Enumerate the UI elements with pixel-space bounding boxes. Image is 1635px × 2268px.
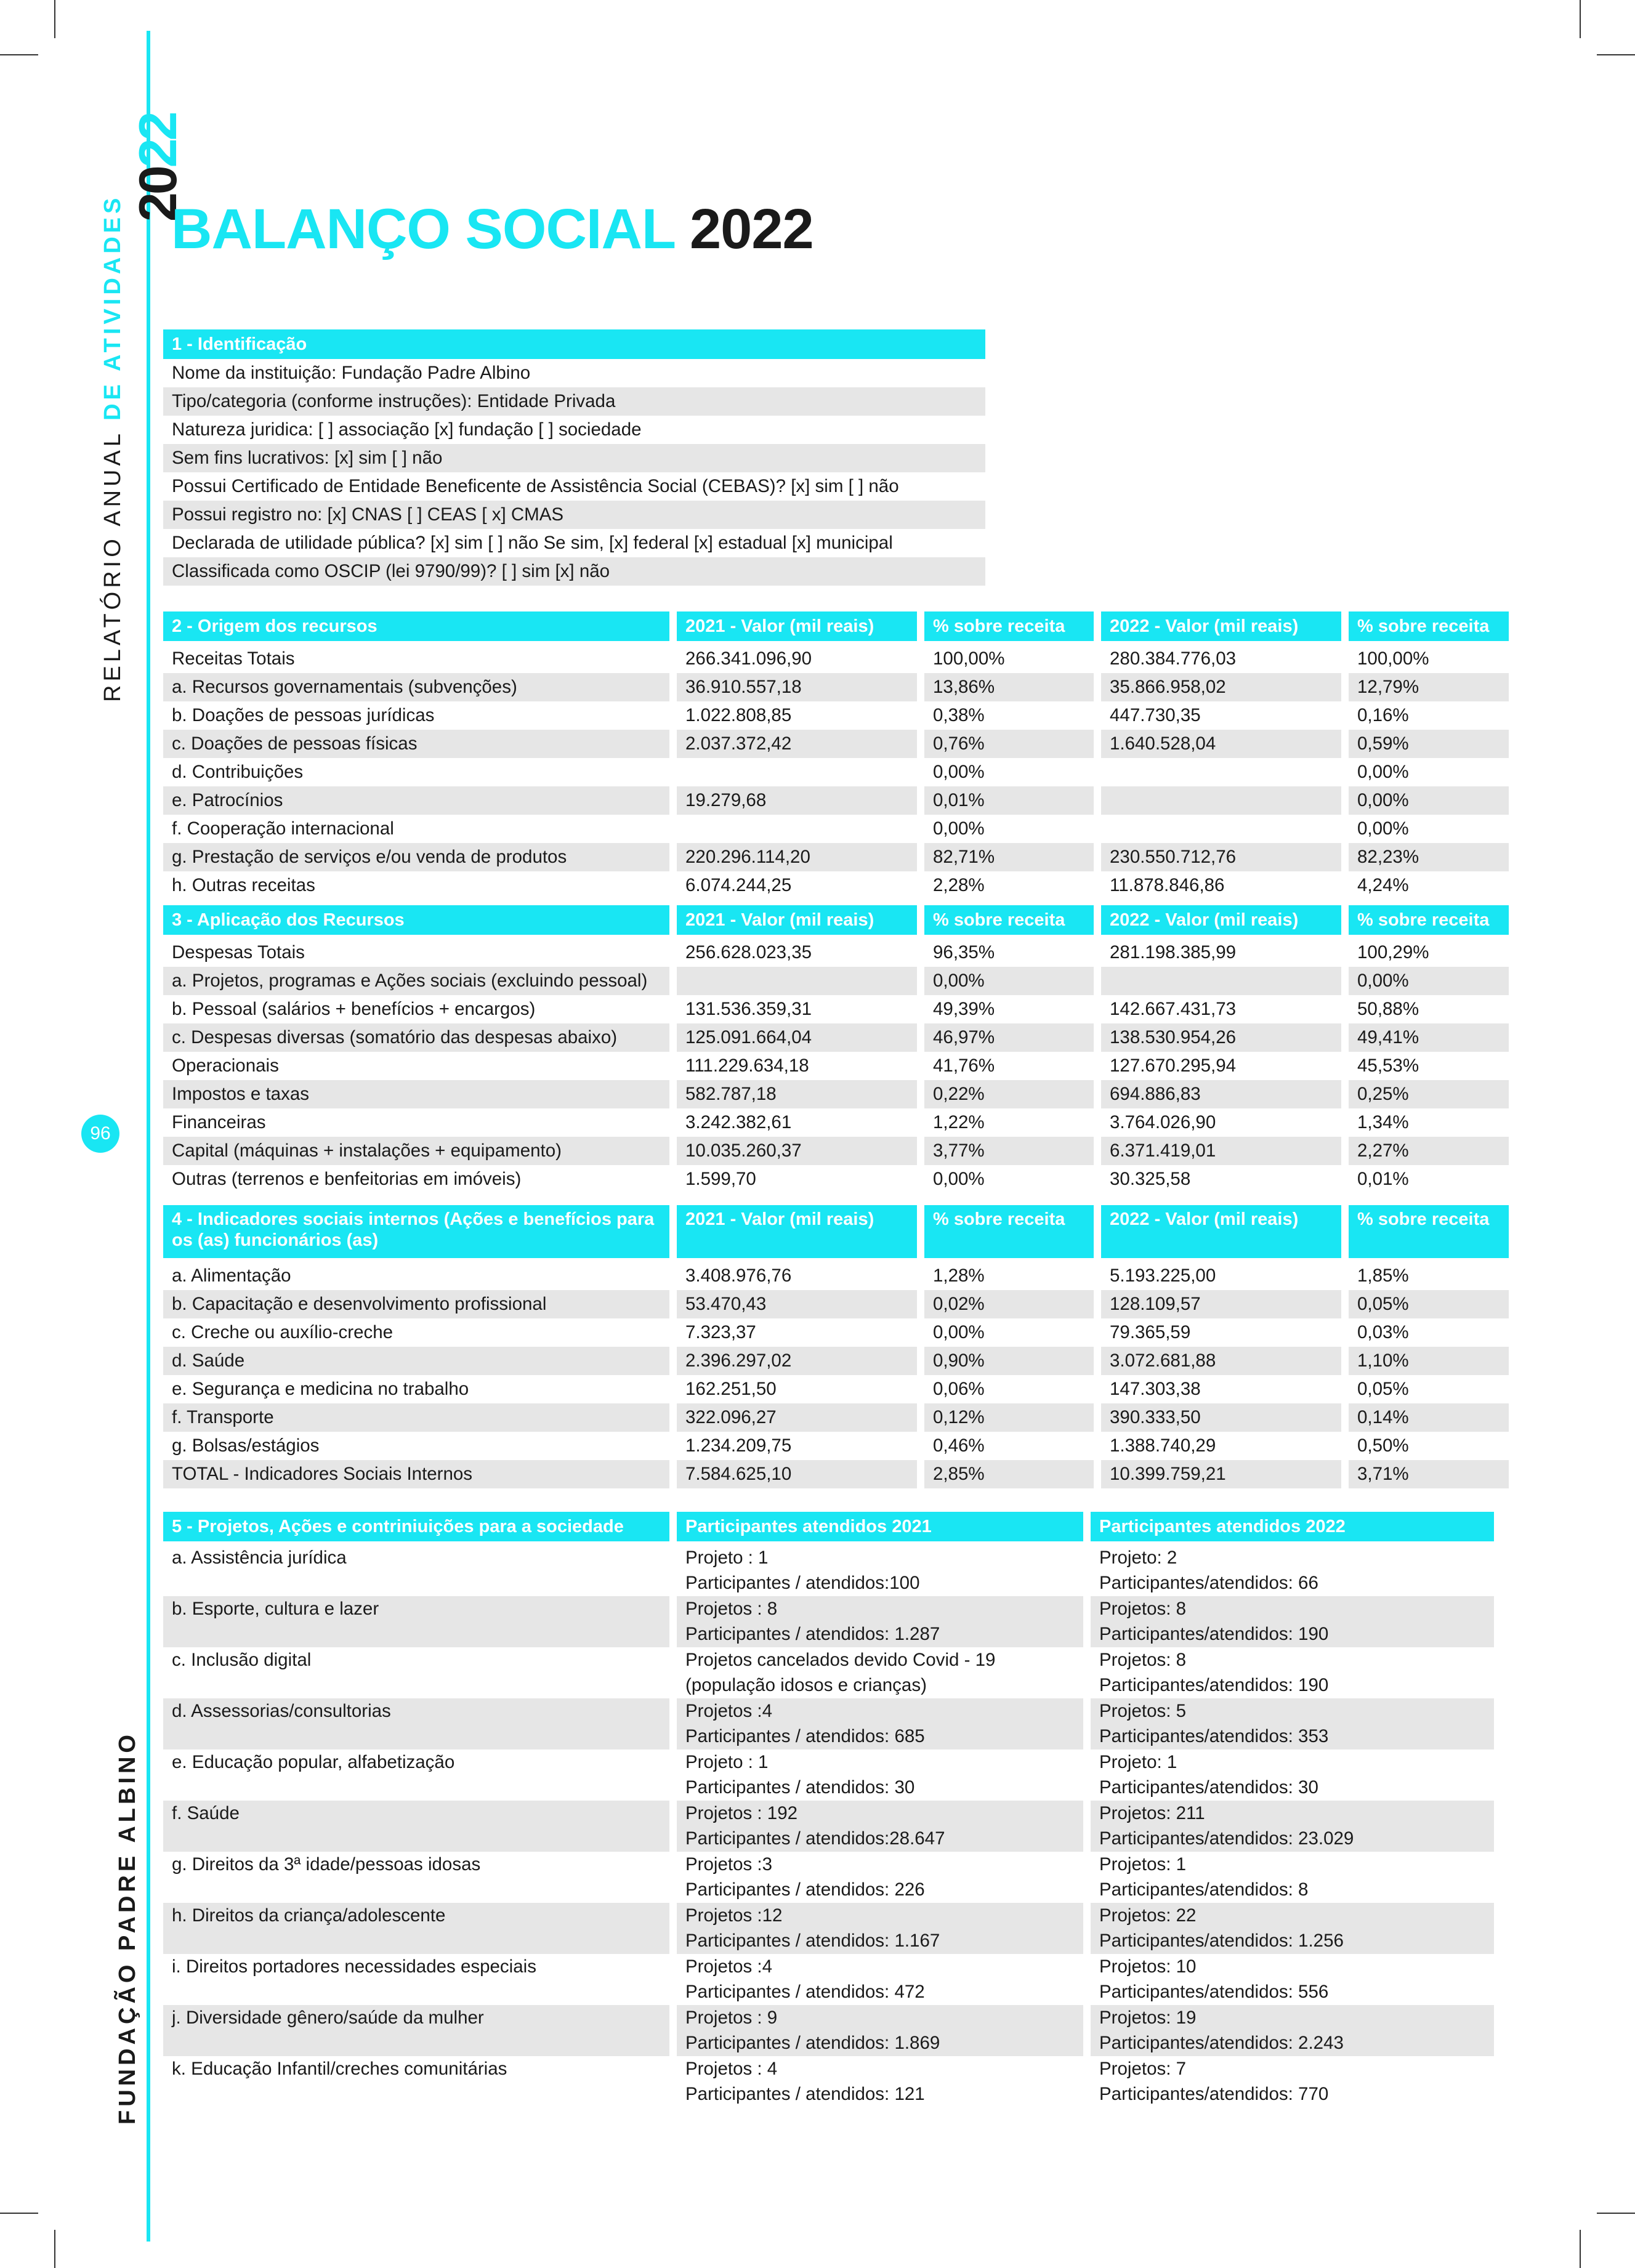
section-identificacao: [163, 329, 1490, 586]
cell-line: Projetos : 9: [685, 2008, 778, 2028]
table-cell: 390.333,50: [1101, 1403, 1341, 1432]
table-cell: 41,76%: [933, 1055, 995, 1076]
table-cell: [677, 758, 917, 786]
table-cell: e. Segurança e medicina no trabalho: [172, 1379, 469, 1399]
table-cell: 694.886,83: [1101, 1080, 1341, 1108]
table-row: [163, 1052, 1490, 1080]
table-cell: 0,38%: [933, 705, 985, 725]
table-cell: 0,50%: [1357, 1435, 1409, 1456]
column-header: % sobre receita: [924, 905, 1094, 935]
table-cell: 0,00%: [1357, 818, 1409, 839]
column-header: % sobre receita: [1349, 905, 1509, 935]
cell-line: Projetos: 10: [1099, 1956, 1197, 1977]
cell-line: Participantes / atendidos: 226: [685, 1879, 925, 1900]
table-cell: a. Projetos, programas e Ações sociais (excluindo pessoal): [163, 967, 669, 995]
table-cell: 0,03%: [1357, 1322, 1409, 1342]
table-cell: g. Bolsas/estágios: [172, 1435, 320, 1456]
table-row: [163, 1262, 1490, 1290]
table-cell: 36.910.557,18: [677, 673, 917, 701]
table-cell: 128.109,57: [1101, 1290, 1341, 1318]
table-cell: 13,86%: [924, 673, 1094, 701]
table-row: [163, 1801, 1490, 1852]
table-cell: 100,00%: [1357, 648, 1429, 669]
table-header: [163, 905, 1490, 935]
column-header: 2021 - Valor (mil reais): [677, 611, 917, 641]
table-cell: 6.371.419,01: [1101, 1137, 1341, 1165]
cell-line: Projetos: 211: [1099, 1803, 1205, 1823]
cell-line: Participantes / atendidos: 685: [685, 1726, 925, 1746]
cell-line: Participantes/atendidos: 353: [1099, 1726, 1329, 1746]
table-cell: 0,01%: [1357, 1169, 1409, 1189]
table-cell: [677, 1545, 1083, 1596]
table-cell: 96,35%: [933, 942, 995, 962]
table-cell: 220.296.114,20: [677, 843, 917, 871]
table-cell: 2,27%: [1349, 1137, 1509, 1165]
table-cell: 0,14%: [1349, 1403, 1509, 1432]
table-cell: 45,53%: [1357, 1055, 1419, 1076]
table-cell: 10.399.759,21: [1101, 1460, 1341, 1488]
table-row: [163, 645, 1490, 673]
cell-line: Participantes/atendidos: 556: [1099, 1982, 1329, 2002]
cell-line: Projetos :3: [685, 1854, 773, 1875]
table-cell: 1,85%: [1357, 1265, 1409, 1286]
crop-mark: [0, 54, 38, 55]
table-row: [163, 673, 1490, 701]
table-cell: [677, 1852, 1083, 1903]
table-cell: 0,90%: [924, 1347, 1094, 1375]
table-cell: [677, 1801, 1083, 1852]
table-cell: [677, 1647, 1083, 1698]
table-cell: 10.035.260,37: [677, 1137, 917, 1165]
table-row: [163, 2056, 1490, 2107]
table-cell: f. Transporte: [163, 1403, 669, 1432]
table-cell: 0,05%: [1349, 1290, 1509, 1318]
cell-line: Participantes / atendidos:100: [685, 1573, 920, 1593]
table-row: [163, 1647, 1490, 1698]
table-cell: [1091, 1801, 1494, 1852]
cell-line: (população idosos e crianças): [685, 1675, 927, 1695]
table-cell: [1101, 786, 1341, 815]
table-cell: 142.667.431,73: [1110, 999, 1237, 1019]
table-cell: 281.198.385,99: [1110, 942, 1237, 962]
crop-mark: [1597, 54, 1635, 55]
table-row: [163, 1545, 1490, 1596]
table-cell: 79.365,59: [1110, 1322, 1191, 1342]
table-row: [163, 701, 1490, 730]
crop-mark: [1580, 2230, 1581, 2268]
table-cell: 50,88%: [1357, 999, 1419, 1019]
table-row: [163, 1290, 1490, 1318]
table-cell: 0,12%: [924, 1403, 1094, 1432]
side-year: 2022: [129, 113, 188, 222]
table-cell: 111.229.634,18: [685, 1055, 809, 1076]
table-row: [163, 1108, 1490, 1137]
table-cell: 1.388.740,29: [1110, 1435, 1216, 1456]
table-row: [163, 843, 1490, 871]
table-cell: 7.323,37: [685, 1322, 756, 1342]
table-cell: [1091, 1903, 1494, 1954]
table-cell: 0,00%: [1349, 786, 1509, 815]
table-cell: k. Educação Infantil/creches comunitárias: [172, 2059, 507, 2079]
table-row: [163, 967, 1490, 995]
table-row: [163, 938, 1490, 967]
cell-line: Projeto : 1: [685, 1752, 769, 1772]
table-row: [163, 786, 1490, 815]
cell-line: Participantes / atendidos: 30: [685, 1777, 915, 1798]
column-header: 2 - Origem dos recursos: [163, 611, 669, 641]
cell-line: Projetos :4: [685, 1701, 773, 1721]
cell-line: Participantes / atendidos:28.647: [685, 1828, 945, 1849]
table-cell: 49,41%: [1349, 1023, 1509, 1052]
cell-line: Projetos: 22: [1099, 1905, 1197, 1926]
section-projetos: [163, 1512, 1490, 2107]
table-cell: d. Assessorias/consultorias: [163, 1698, 669, 1749]
column-header: 5 - Projetos, Ações e contriniuições para a sociedade: [163, 1512, 669, 1541]
table-cell: h. Outras receitas: [172, 875, 315, 895]
table-cell: 19.279,68: [677, 786, 917, 815]
table-cell: 447.730,35: [1110, 705, 1201, 725]
ident-row: Natureza juridica: [ ] associação [x] fundação [ ] sociedade: [172, 419, 642, 440]
table-cell: 3.242.382,61: [685, 1112, 792, 1132]
table-cell: 0,22%: [924, 1080, 1094, 1108]
table-cell: 280.384.776,03: [1110, 648, 1237, 669]
table-cell: 0,76%: [924, 730, 1094, 758]
table-cell: d. Saúde: [163, 1347, 669, 1375]
column-header: % sobre receita: [1349, 1205, 1509, 1258]
table-cell: [1101, 967, 1341, 995]
table-cell: b. Doações de pessoas jurídicas: [172, 705, 435, 725]
table-cell: j. Diversidade gênero/saúde da mulher: [163, 2005, 669, 2056]
table-row: [163, 1347, 1490, 1375]
table-cell: 3.072.681,88: [1101, 1347, 1341, 1375]
cell-line: Projetos: 7: [1099, 2059, 1187, 2079]
cell-line: Projeto : 1: [685, 1548, 769, 1568]
side-report-label: RELATÓRIO ANUAL DE ATIVIDADES: [100, 194, 126, 702]
cell-line: Participantes/atendidos: 2.243: [1099, 2033, 1344, 2053]
section-aplicacao-recursos: [163, 905, 1490, 1193]
cell-line: Participantes/atendidos: 190: [1099, 1675, 1329, 1695]
table-cell: Capital (máquinas + instalações + equipamento): [163, 1137, 669, 1165]
table-cell: 125.091.664,04: [677, 1023, 917, 1052]
table-row: [163, 2005, 1490, 2056]
table-cell: 0,16%: [1357, 705, 1409, 725]
table-cell: e. Patrocínios: [163, 786, 669, 815]
table-cell: c. Inclusão digital: [172, 1650, 312, 1670]
cell-line: Participantes / atendidos: 472: [685, 1982, 925, 2002]
table-header: [163, 611, 1490, 641]
table-cell: d. Contribuições: [172, 762, 304, 782]
table-cell: 0,00%: [1349, 967, 1509, 995]
column-header: 4 - Indicadores sociais internos (Ações e benefícios para os (as) funcionários (as): [163, 1205, 669, 1258]
table-cell: 147.303,38: [1110, 1379, 1201, 1399]
column-header: 3 - Aplicação dos Recursos: [163, 905, 669, 935]
table-cell: [677, 1596, 1083, 1647]
table-row: [163, 1596, 1490, 1647]
cell-line: Projetos: 1: [1099, 1854, 1187, 1875]
table-cell: 4,24%: [1357, 875, 1409, 895]
table-cell: 0,05%: [1357, 1379, 1409, 1399]
table-cell: 266.341.096,90: [685, 648, 812, 669]
column-header: 2022 - Valor (mil reais): [1101, 1205, 1341, 1258]
table-cell: 1.599,70: [685, 1169, 756, 1189]
crop-mark: [0, 2213, 38, 2214]
ident-row: Sem fins lucrativos: [x] sim [ ] não: [163, 444, 985, 472]
table-cell: 53.470,43: [677, 1290, 917, 1318]
table-cell: 0,00%: [924, 967, 1094, 995]
cell-line: Participantes/atendidos: 66: [1099, 1573, 1318, 1593]
cell-line: Participantes/atendidos: 8: [1099, 1879, 1309, 1900]
table-cell: 12,79%: [1349, 673, 1509, 701]
crop-mark: [54, 0, 55, 38]
table-cell: [1101, 815, 1341, 843]
table-cell: [1091, 1647, 1494, 1698]
cell-line: Projetos : 192: [685, 1803, 798, 1823]
crop-mark: [54, 2230, 55, 2268]
table-cell: 2.037.372,42: [677, 730, 917, 758]
table-cell: [677, 2056, 1083, 2107]
cell-line: Projetos :12: [685, 1905, 783, 1926]
column-header: 2021 - Valor (mil reais): [677, 1205, 917, 1258]
table-cell: Despesas Totais: [172, 942, 305, 962]
table-cell: 6.074.244,25: [685, 875, 792, 895]
table-cell: b. Pessoal (salários + benefícios + encargos): [172, 999, 536, 1019]
table-row: [163, 1375, 1490, 1403]
table-cell: [677, 1698, 1083, 1749]
cell-line: Projetos : 8: [685, 1599, 778, 1619]
table-cell: 582.787,18: [677, 1080, 917, 1108]
column-header: 2022 - Valor (mil reais): [1101, 611, 1341, 641]
table-row: [163, 758, 1490, 786]
table-row: [163, 1165, 1490, 1193]
table-row: [163, 1080, 1490, 1108]
table-cell: 230.550.712,76: [1101, 843, 1341, 871]
table-cell: 1.640.528,04: [1101, 730, 1341, 758]
table-cell: g. Direitos da 3ª idade/pessoas idosas: [172, 1854, 481, 1875]
crop-mark: [1580, 0, 1581, 38]
table-cell: 0,00%: [933, 762, 985, 782]
table-cell: [1091, 1545, 1494, 1596]
table-row: [163, 1023, 1490, 1052]
cell-line: Projetos: 8: [1099, 1599, 1187, 1619]
column-header: 2021 - Valor (mil reais): [677, 905, 917, 935]
table-cell: b. Esporte, cultura e lazer: [163, 1596, 669, 1647]
column-header: 2022 - Valor (mil reais): [1101, 905, 1341, 935]
table-cell: [1091, 1954, 1494, 2005]
table-row: [163, 1318, 1490, 1347]
table-cell: Impostos e taxas: [163, 1080, 669, 1108]
table-cell: 138.530.954,26: [1101, 1023, 1341, 1052]
table-cell: c. Doações de pessoas físicas: [163, 730, 669, 758]
table-header: [163, 1205, 1490, 1258]
cell-line: Projeto: 1: [1099, 1752, 1177, 1772]
table-cell: 0,25%: [1349, 1080, 1509, 1108]
table-cell: 100,00%: [933, 648, 1005, 669]
table-row: [163, 1954, 1490, 2005]
table-cell: Receitas Totais: [172, 648, 295, 669]
cell-line: Participantes / atendidos: 121: [685, 2084, 925, 2104]
cell-line: Participantes/atendidos: 1.256: [1099, 1931, 1344, 1951]
table-cell: 0,59%: [1349, 730, 1509, 758]
table-cell: c. Creche ou auxílio-creche: [172, 1322, 394, 1342]
table-row: [163, 871, 1490, 900]
table-cell: 256.628.023,35: [685, 942, 812, 962]
cell-line: Participantes/atendidos: 30: [1099, 1777, 1318, 1798]
ident-row: Possui registro no: [x] CNAS [ ] CEAS [ x] CMAS: [163, 501, 985, 529]
ident-row: Possui Certificado de Entidade Beneficente de Assistência Social (CEBAS)? [x] sim [ ] não: [172, 476, 899, 496]
table-cell: 0,00%: [933, 1322, 985, 1342]
table-cell: 1.022.808,85: [685, 705, 792, 725]
ident-row: Tipo/categoria (conforme instruções): Entidade Privada: [163, 387, 985, 416]
table-row: [163, 1432, 1490, 1460]
table-cell: f. Saúde: [163, 1801, 669, 1852]
cell-line: Projeto: 2: [1099, 1548, 1177, 1568]
table-cell: [677, 1903, 1083, 1954]
table-cell: 1,34%: [1357, 1112, 1409, 1132]
table-cell: 5.193.225,00: [1110, 1265, 1216, 1286]
table-cell: [1091, 1596, 1494, 1647]
table-cell: [677, 967, 917, 995]
ident-row: Nome da instituição: Fundação Padre Albino: [172, 363, 531, 383]
table-cell: 0,00%: [933, 1169, 985, 1189]
table-cell: 100,29%: [1357, 942, 1429, 962]
table-cell: 0,00%: [933, 818, 985, 839]
cell-line: Participantes / atendidos: 1.287: [685, 1624, 940, 1644]
cell-line: Projetos: 5: [1099, 1701, 1187, 1721]
table-cell: 3.408.976,76: [685, 1265, 792, 1286]
table-row: [163, 995, 1490, 1023]
cell-line: Projetos :4: [685, 1956, 773, 1977]
table-row: [163, 1852, 1490, 1903]
table-cell: g. Prestação de serviços e/ou venda de produtos: [163, 843, 669, 871]
column-header: Participantes atendidos 2021: [677, 1512, 1083, 1541]
cell-line: Participantes / atendidos: 1.167: [685, 1931, 940, 1951]
cell-line: Projetos cancelados devido Covid - 19: [685, 1650, 996, 1670]
accent-vertical-line: [147, 31, 150, 2242]
table-cell: h. Direitos da criança/adolescente: [163, 1903, 669, 1954]
table-header: [163, 1512, 1490, 1541]
table-cell: e. Educação popular, alfabetização: [172, 1752, 455, 1772]
table-cell: Operacionais: [172, 1055, 279, 1076]
table-cell: [1091, 1852, 1494, 1903]
table-cell: 131.536.359,31: [685, 999, 812, 1019]
ident-row: Declarada de utilidade pública? [x] sim [ ] não Se sim, [x] federal [x] estadual [x] municipal: [172, 533, 893, 553]
table-cell: 1,10%: [1349, 1347, 1509, 1375]
table-cell: c. Despesas diversas (somatório das despesas abaixo): [163, 1023, 669, 1052]
cell-line: Projetos : 4: [685, 2059, 778, 2079]
table-cell: 0,01%: [924, 786, 1094, 815]
cell-line: Participantes/atendidos: 190: [1099, 1624, 1329, 1644]
table-cell: 30.325,58: [1110, 1169, 1191, 1189]
table-row: [163, 1403, 1490, 1432]
table-cell: b. Capacitação e desenvolvimento profissional: [163, 1290, 669, 1318]
page-title: BALANÇO SOCIAL 2022: [171, 198, 813, 260]
column-header: % sobre receita: [924, 1205, 1094, 1258]
table-cell: 82,71%: [924, 843, 1094, 871]
table-cell: 162.251,50: [685, 1379, 777, 1399]
table-row: [163, 1749, 1490, 1801]
table-cell: 35.866.958,02: [1101, 673, 1341, 701]
cell-line: Projetos: 19: [1099, 2008, 1197, 2028]
table-row: [163, 1903, 1490, 1954]
table-cell: 3,77%: [924, 1137, 1094, 1165]
table-cell: 322.096,27: [677, 1403, 917, 1432]
column-header: % sobre receita: [924, 611, 1094, 641]
cell-line: Participantes/atendidos: 770: [1099, 2084, 1329, 2104]
table-cell: 1,22%: [933, 1112, 985, 1132]
table-cell: i. Direitos portadores necessidades especiais: [172, 1956, 536, 1977]
table-cell: [1091, 1698, 1494, 1749]
ident-row: Classificada como OSCIP (lei 9790/99)? [ ] sim [x] não: [163, 557, 985, 586]
table-row: [163, 730, 1490, 758]
table-row: [163, 1460, 1490, 1488]
table-row: [163, 1698, 1490, 1749]
table-cell: 127.670.295,94: [1110, 1055, 1237, 1076]
crop-mark: [1597, 2213, 1635, 2214]
table-cell: 0,06%: [933, 1379, 985, 1399]
table-cell: TOTAL - Indicadores Sociais Internos: [163, 1460, 669, 1488]
section-indicadores-sociais: [163, 1205, 1490, 1488]
cell-line: Projetos: 8: [1099, 1650, 1187, 1670]
table-cell: 49,39%: [933, 999, 995, 1019]
cell-line: Participantes / atendidos: 1.869: [685, 2033, 940, 2053]
table-cell: a. Alimentação: [172, 1265, 291, 1286]
table-cell: Outras (terrenos e benfeitorias em imóveis): [172, 1169, 522, 1189]
table-cell: [1091, 1749, 1494, 1801]
table-cell: [1091, 2005, 1494, 2056]
table-cell: 3.764.026,90: [1110, 1112, 1216, 1132]
column-header: Participantes atendidos 2022: [1091, 1512, 1494, 1541]
table-cell: Financeiras: [172, 1112, 266, 1132]
table-cell: 0,02%: [924, 1290, 1094, 1318]
table-cell: [677, 2005, 1083, 2056]
column-header: % sobre receita: [1349, 611, 1509, 641]
table-cell: 1.234.209,75: [685, 1435, 792, 1456]
table-cell: a. Assistência jurídica: [172, 1548, 347, 1568]
table-cell: 11.878.846,86: [1110, 875, 1225, 895]
table-cell: 3,71%: [1349, 1460, 1509, 1488]
table-row: [163, 815, 1490, 843]
table-cell: 0,00%: [1357, 762, 1409, 782]
table-cell: 1,28%: [933, 1265, 985, 1286]
table-cell: [677, 815, 917, 843]
table-cell: [677, 1954, 1083, 2005]
table-cell: [1101, 758, 1341, 786]
table-cell: 82,23%: [1349, 843, 1509, 871]
table-cell: a. Recursos governamentais (subvenções): [163, 673, 669, 701]
table-cell: [1091, 2056, 1494, 2107]
table-row: [163, 1137, 1490, 1165]
table-cell: 2,28%: [933, 875, 985, 895]
table-cell: 0,46%: [933, 1435, 985, 1456]
table-cell: f. Cooperação internacional: [172, 818, 394, 839]
side-foundation-name: FUNDAÇÃO PADRE ALBINO: [115, 1731, 140, 2125]
table-cell: 2,85%: [924, 1460, 1094, 1488]
table-cell: 46,97%: [924, 1023, 1094, 1052]
table-cell: [677, 1749, 1083, 1801]
page-number: 96: [81, 1115, 119, 1153]
section-header: 1 - Identificação: [163, 329, 985, 359]
cell-line: Participantes/atendidos: 23.029: [1099, 1828, 1354, 1849]
table-cell: 2.396.297,02: [677, 1347, 917, 1375]
table-cell: 7.584.625,10: [677, 1460, 917, 1488]
section-origem-recursos: [163, 611, 1490, 900]
